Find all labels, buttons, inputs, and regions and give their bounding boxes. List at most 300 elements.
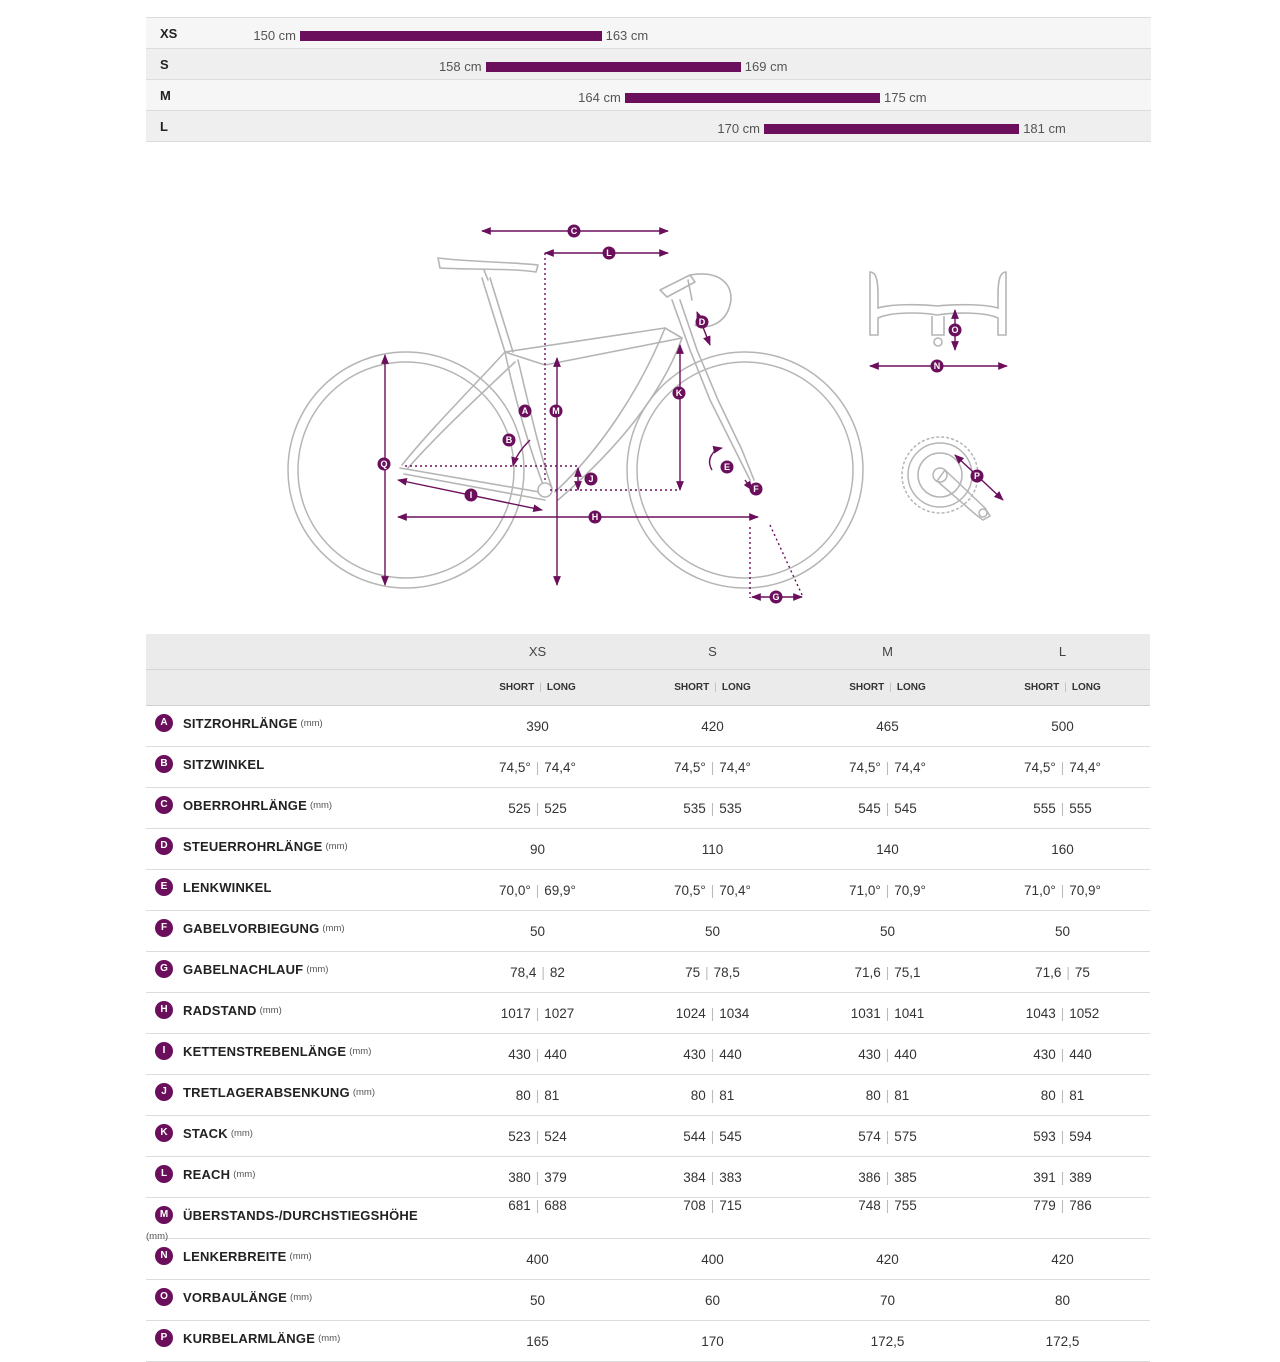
parameter-cell [146, 1239, 450, 1280]
value-short: 74,5° [674, 759, 706, 775]
value-cell [625, 870, 800, 911]
value-cell [975, 747, 1150, 788]
separator: | [535, 800, 540, 816]
value-short: 779 [1033, 1198, 1056, 1213]
value-long: 440 [1069, 1046, 1092, 1062]
value-single: 172,5 [870, 1333, 905, 1349]
table-row [146, 747, 1150, 788]
value-short: 430 [683, 1046, 706, 1062]
parameter-cell [146, 1075, 450, 1116]
svg-text:C: C [570, 226, 578, 236]
value-cell [450, 1157, 625, 1198]
value-long: 715 [719, 1198, 742, 1213]
label-K [673, 387, 686, 400]
variant-header-row [146, 670, 1150, 706]
value-cell [800, 788, 975, 829]
value-cell [800, 870, 975, 911]
value-short: 80 [515, 1087, 531, 1103]
value-long: 545 [894, 800, 917, 816]
separator: | [1066, 964, 1070, 980]
value-single: 50 [879, 923, 896, 939]
value-long: 1034 [719, 1005, 750, 1021]
value-single: 420 [701, 718, 724, 734]
header-empty [146, 670, 450, 706]
separator: | [535, 759, 540, 775]
value-short: 430 [858, 1046, 881, 1062]
svg-text:K: K [675, 388, 683, 398]
parameter-name: GABELNACHLAUF [183, 961, 304, 977]
value-cell [975, 829, 1150, 870]
value-long: 74,4° [1069, 759, 1101, 775]
variant-short: SHORT [499, 682, 535, 693]
value-long: 81 [894, 1087, 910, 1103]
value-long: 74,4° [719, 759, 751, 775]
parameter-cell [146, 829, 450, 870]
value-long: 755 [894, 1198, 917, 1213]
value-cell [800, 1198, 975, 1239]
value-long: 74,4° [544, 759, 576, 775]
value-long: 81 [1069, 1087, 1085, 1103]
parameter-unit: (mm) [233, 1168, 256, 1180]
value-short: 593 [1033, 1128, 1056, 1144]
value-cell [975, 1321, 1150, 1362]
parameter-name: GABELVORBIEGUNG [183, 920, 320, 936]
value-cell [800, 1280, 975, 1321]
value-short: 71,6 [854, 964, 881, 980]
value-short: 70,5° [674, 882, 706, 898]
separator: | [535, 1169, 540, 1185]
value-cell [800, 1075, 975, 1116]
separator: | [1060, 882, 1065, 898]
separator: | [710, 759, 715, 775]
table-row [146, 952, 1150, 993]
value-cell [975, 1034, 1150, 1075]
value-cell [450, 706, 625, 747]
separator: | [885, 882, 890, 898]
separator: | [710, 800, 715, 816]
label-I [465, 489, 478, 502]
parameter-cell [146, 870, 450, 911]
value-single: 400 [526, 1251, 549, 1267]
value-single: 50 [529, 1292, 546, 1308]
value-short: 71,6 [1035, 964, 1062, 980]
value-short: 75 [685, 964, 701, 980]
value-long: 70,4° [719, 882, 751, 898]
size-max-height: 181 cm [1023, 121, 1066, 136]
value-short: 681 [508, 1198, 531, 1213]
value-cell [625, 788, 800, 829]
variant-short: SHORT [849, 682, 885, 693]
value-cell [800, 747, 975, 788]
value-long: 440 [894, 1046, 917, 1062]
value-long: 575 [894, 1128, 917, 1144]
variant-header [625, 670, 800, 706]
value-single: 172,5 [1045, 1333, 1080, 1349]
separator: | [885, 800, 890, 816]
separator: | [1060, 1046, 1065, 1062]
parameter-cell [146, 788, 450, 829]
parameter-name: KETTENSTREBENLÄNGE [183, 1043, 347, 1059]
value-short: 708 [683, 1198, 706, 1213]
table-row [146, 1321, 1150, 1362]
value-long: 69,9° [544, 882, 576, 898]
value-cell [975, 788, 1150, 829]
label-Q [378, 458, 391, 471]
parameter-cell [146, 1321, 450, 1362]
value-short: 523 [508, 1128, 531, 1144]
table-row [146, 1280, 1150, 1321]
svg-text:H: H [591, 512, 599, 522]
variant-long: LONG [721, 682, 751, 693]
value-cell [450, 1280, 625, 1321]
value-short: 71,0° [1024, 882, 1056, 898]
letter-badge: K [155, 1124, 173, 1142]
value-cell [625, 952, 800, 993]
header-size: XS [450, 634, 625, 670]
separator: | [1060, 1198, 1065, 1213]
value-single: 400 [701, 1251, 724, 1267]
value-cell [975, 1157, 1150, 1198]
svg-text:Q: Q [380, 459, 388, 469]
label-J [585, 473, 598, 486]
svg-text:M: M [552, 406, 560, 416]
value-cell [800, 993, 975, 1034]
letter-badge: P [155, 1329, 173, 1347]
value-long: 688 [544, 1198, 567, 1213]
value-single: 170 [701, 1333, 724, 1349]
separator: | [710, 1169, 715, 1185]
separator: | [1060, 1128, 1065, 1144]
parameter-name: LENKWINKEL [183, 879, 272, 895]
parameter-cell [146, 1116, 450, 1157]
value-short: 430 [508, 1046, 531, 1062]
letter-badge: E [155, 878, 173, 896]
label-H [589, 511, 602, 524]
value-long: 440 [544, 1046, 567, 1062]
value-short: 386 [858, 1169, 881, 1185]
value-cell [975, 1198, 1150, 1239]
size-header-row [146, 634, 1150, 670]
parameter-unit: (mm) [318, 1332, 341, 1344]
value-single: 390 [526, 718, 549, 734]
separator: | [1060, 1169, 1065, 1185]
separator: | [535, 1046, 540, 1062]
label-C [568, 225, 581, 238]
value-short: 380 [508, 1169, 531, 1185]
value-cell [450, 747, 625, 788]
value-short: 71,0° [849, 882, 881, 898]
table-row [146, 706, 1150, 747]
value-single: 420 [876, 1251, 899, 1267]
label-O [949, 324, 962, 337]
value-cell [625, 1116, 800, 1157]
letter-badge: D [155, 837, 173, 855]
parameter-unit: (mm) [325, 840, 348, 852]
label-G [770, 591, 783, 604]
label-M [550, 405, 563, 418]
value-cell [450, 911, 625, 952]
parameter-cell [146, 952, 450, 993]
separator: | [535, 1198, 540, 1213]
parameter-unit: (mm) [230, 1127, 253, 1139]
value-cell [625, 706, 800, 747]
value-long: 440 [719, 1046, 742, 1062]
value-cell [450, 993, 625, 1034]
separator: | [710, 1128, 715, 1144]
value-cell [975, 1239, 1150, 1280]
value-long: 78,5 [713, 964, 740, 980]
parameter-name: VORBAULÄNGE [183, 1289, 288, 1305]
value-long: 75,1 [894, 964, 921, 980]
svg-text:J: J [588, 474, 594, 484]
table-row [146, 911, 1150, 952]
value-long: 535 [719, 800, 742, 816]
variant-short: SHORT [1024, 682, 1060, 693]
parameter-name: STACK [183, 1125, 228, 1141]
value-short: 74,5° [1024, 759, 1056, 775]
separator: | [885, 1087, 890, 1103]
separator: | [885, 1005, 890, 1021]
value-single: 165 [526, 1333, 549, 1349]
value-cell [625, 829, 800, 870]
size-min-height: 158 cm [438, 59, 482, 74]
svg-text:B: B [505, 435, 513, 445]
value-cell [800, 1116, 975, 1157]
value-cell [625, 1075, 800, 1116]
handlebar-front-view [870, 272, 1006, 346]
value-single: 465 [876, 718, 899, 734]
variant-long: LONG [1071, 682, 1101, 693]
value-cell [800, 1239, 975, 1280]
separator: | [714, 682, 717, 693]
svg-text:A: A [521, 406, 529, 416]
value-cell [800, 1157, 975, 1198]
parameter-unit: (mm) [289, 1250, 312, 1262]
table-row [146, 1075, 1150, 1116]
value-cell [800, 1321, 975, 1362]
value-cell [975, 911, 1150, 952]
value-cell [450, 1116, 625, 1157]
value-short: 391 [1033, 1169, 1056, 1185]
value-cell [450, 1239, 625, 1280]
value-short: 535 [683, 800, 706, 816]
parameter-cell [146, 1198, 450, 1242]
value-cell [625, 1321, 800, 1362]
label-B [503, 434, 516, 447]
parameter-cell [146, 747, 450, 788]
value-cell [450, 1321, 625, 1362]
letter-badge: L [155, 1165, 173, 1183]
size-label: S [160, 57, 169, 72]
dimension-lines [385, 231, 1007, 598]
svg-text:P: P [973, 471, 981, 481]
value-cell [800, 829, 975, 870]
value-cell [975, 1075, 1150, 1116]
value-cell [625, 911, 800, 952]
value-cell [625, 993, 800, 1034]
value-short: 555 [1033, 800, 1056, 816]
parameter-name: LENKERBREITE [183, 1248, 287, 1264]
value-cell [975, 993, 1150, 1034]
bike-geometry-diagram [0, 0, 1280, 630]
value-short: 70,0° [499, 882, 531, 898]
value-short: 1043 [1025, 1005, 1056, 1021]
separator: | [710, 1087, 715, 1103]
parameter-unit: (mm) [259, 1004, 282, 1016]
value-cell [625, 1157, 800, 1198]
variant-header [975, 670, 1150, 706]
parameter-name: SITZROHRLÄNGE [183, 715, 298, 731]
separator: | [885, 1169, 890, 1185]
parameter-unit: (mm) [352, 1086, 375, 1098]
table-row [146, 829, 1150, 870]
header-empty [146, 634, 450, 670]
parameter-cell [146, 1280, 450, 1321]
header-size: S [625, 634, 800, 670]
value-short: 384 [683, 1169, 706, 1185]
variant-header [450, 670, 625, 706]
separator: | [541, 964, 545, 980]
value-long: 786 [1069, 1198, 1092, 1213]
parameter-unit: (mm) [300, 717, 323, 729]
parameter-cell [146, 706, 450, 747]
label-F [750, 483, 763, 496]
value-cell [450, 870, 625, 911]
svg-text:E: E [723, 462, 731, 472]
value-short: 1017 [500, 1005, 531, 1021]
value-long: 545 [719, 1128, 742, 1144]
value-single: 80 [1054, 1292, 1071, 1308]
value-single: 90 [529, 841, 546, 857]
letter-badge: F [155, 919, 173, 937]
table-row [146, 1157, 1150, 1198]
separator: | [885, 964, 890, 980]
value-cell [975, 952, 1150, 993]
value-short: 74,5° [849, 759, 881, 775]
letter-badge: H [155, 1001, 173, 1019]
value-cell [450, 829, 625, 870]
parameter-name: SITZWINKEL [183, 756, 265, 772]
separator: | [1064, 682, 1067, 693]
value-single: 60 [704, 1292, 721, 1308]
value-cell [450, 1075, 625, 1116]
value-long: 383 [719, 1169, 742, 1185]
separator: | [710, 1005, 715, 1021]
value-cell [625, 1280, 800, 1321]
separator: | [1060, 759, 1065, 775]
value-cell [450, 1034, 625, 1075]
parameter-name: RADSTAND [183, 1002, 257, 1018]
value-short: 1031 [850, 1005, 881, 1021]
separator: | [889, 682, 892, 693]
separator: | [535, 1087, 540, 1103]
separator: | [710, 882, 715, 898]
parameter-cell [146, 993, 450, 1034]
value-short: 544 [683, 1128, 706, 1144]
table-row [146, 1116, 1150, 1157]
value-single: 140 [876, 841, 899, 857]
value-short: 74,5° [499, 759, 531, 775]
letter-badge: I [155, 1042, 173, 1060]
letter-badge: A [155, 714, 173, 732]
size-label: M [160, 88, 171, 103]
value-short: 748 [858, 1198, 881, 1213]
separator: | [885, 1046, 890, 1062]
separator: | [1060, 800, 1065, 816]
label-A [519, 405, 532, 418]
svg-text:G: G [772, 592, 780, 602]
label-N [931, 360, 944, 373]
size-max-height: 169 cm [744, 59, 788, 74]
variant-short: SHORT [674, 682, 710, 693]
value-cell [625, 1198, 800, 1239]
value-cell [800, 1034, 975, 1075]
value-long: 70,9° [894, 882, 926, 898]
svg-text:L: L [606, 248, 612, 258]
value-short: 545 [858, 800, 881, 816]
value-short: 80 [865, 1087, 881, 1103]
value-long: 525 [544, 800, 567, 816]
parameter-cell [146, 1157, 450, 1198]
value-cell [450, 952, 625, 993]
parameter-cell [146, 911, 450, 952]
separator: | [710, 1046, 715, 1062]
parameter-unit: (mm) [349, 1045, 372, 1057]
value-cell [450, 788, 625, 829]
separator: | [885, 759, 890, 775]
value-long: 385 [894, 1169, 917, 1185]
value-single: 50 [1054, 923, 1071, 939]
table-row [146, 788, 1150, 829]
separator: | [885, 1128, 890, 1144]
geometry-table [146, 634, 1150, 1362]
parameter-unit: (mm) [309, 799, 333, 811]
separator: | [1060, 1087, 1065, 1103]
value-long: 1027 [544, 1005, 575, 1021]
value-single: 50 [529, 923, 546, 939]
table-row [146, 1034, 1150, 1075]
bike-frame [400, 258, 754, 500]
value-cell [450, 1198, 625, 1239]
parameter-cell [146, 1034, 450, 1075]
value-single: 160 [1051, 841, 1074, 857]
letter-badge: C [155, 796, 173, 814]
header-size: L [975, 634, 1150, 670]
size-max-height: 163 cm [605, 28, 649, 43]
value-single: 500 [1051, 718, 1074, 734]
letter-badge: G [155, 960, 173, 978]
parameter-name: TRETLAGERABSENKUNG [183, 1084, 350, 1100]
separator: | [710, 1198, 715, 1213]
value-short: 430 [1033, 1046, 1056, 1062]
value-cell [625, 747, 800, 788]
value-long: 1052 [1069, 1005, 1100, 1021]
separator: | [885, 1198, 890, 1213]
value-single: 50 [704, 923, 721, 939]
letter-badge: M [155, 1206, 173, 1224]
value-single: 70 [879, 1292, 896, 1308]
value-long: 379 [544, 1169, 567, 1185]
value-long: 555 [1069, 800, 1092, 816]
parameter-unit: (mm) [306, 963, 329, 975]
letter-badge: J [155, 1083, 173, 1101]
parameter-unit: (mm) [290, 1291, 313, 1303]
parameter-name: ÜBERSTANDS-/DURCHSTIEGSHÖHE [183, 1207, 418, 1223]
table-row [146, 1198, 1150, 1239]
size-label: XS [160, 26, 178, 41]
value-short: 525 [508, 800, 531, 816]
separator: | [705, 964, 709, 980]
